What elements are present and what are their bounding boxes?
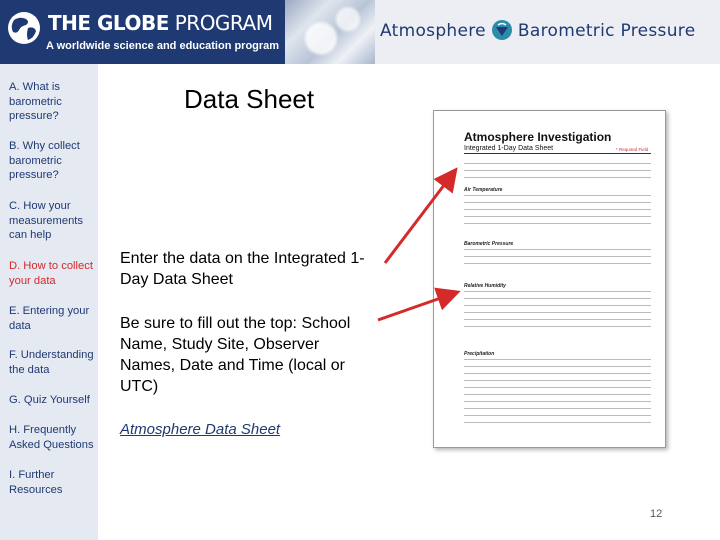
sidebar-item-why-collect[interactable]: B. Why collect barometric pressure? bbox=[9, 140, 80, 182]
globe-icon bbox=[6, 10, 42, 46]
section-title bbox=[380, 19, 695, 43]
logo-subtitle: A worldwide science and education program bbox=[46, 40, 280, 52]
sheet-title: Atmosphere Investigation bbox=[464, 130, 612, 144]
sheet-section-humidity: Relative Humidity bbox=[464, 283, 506, 289]
sidebar-item-resources[interactable]: I. Further Resources bbox=[9, 469, 63, 496]
sheet-humidity-fields bbox=[464, 291, 651, 333]
data-sheet-link[interactable]: Atmosphere Data Sheet bbox=[120, 421, 281, 438]
page-number: 12 bbox=[650, 508, 663, 520]
sidebar-nav bbox=[0, 64, 98, 540]
section-right: Barometric Pressure bbox=[517, 21, 696, 41]
section-left: Atmosphere bbox=[380, 21, 486, 41]
sheet-required-note: * Required Field bbox=[616, 147, 649, 152]
sheet-top-fields bbox=[464, 163, 651, 184]
sidebar-item-faq[interactable]: H. Frequently Asked Questions bbox=[9, 424, 94, 451]
globe-logo[interactable] bbox=[0, 0, 285, 64]
sidebar-item-entering-data[interactable]: E. Entering your data bbox=[9, 305, 90, 332]
cloud-image bbox=[285, 0, 375, 64]
data-sheet-thumbnail bbox=[433, 110, 666, 448]
instruction-paragraph-1: Enter the data on the Integrated 1-Day Data Sheet bbox=[120, 250, 365, 288]
sheet-precip-fields bbox=[464, 359, 651, 429]
sheet-section-barometric: Barometric Pressure bbox=[464, 241, 514, 247]
slide-title: Data Sheet bbox=[184, 84, 315, 114]
atmosphere-icon bbox=[491, 19, 513, 41]
sidebar-item-what-is[interactable]: A. What is barometric pressure? bbox=[9, 81, 62, 123]
sidebar-item-quiz[interactable]: G. Quiz Yourself bbox=[9, 394, 90, 406]
header-banner bbox=[0, 0, 720, 64]
instruction-paragraph-2: Be sure to fill out the top: School Name, Study Site, Observer Names, Date and Time (local or UTC) bbox=[120, 315, 351, 395]
sidebar-item-how-to-collect[interactable]: D. How to collect your data bbox=[9, 260, 93, 287]
sheet-divider bbox=[464, 153, 651, 154]
sheet-air-temp-fields bbox=[464, 195, 651, 230]
sidebar-item-understanding[interactable]: F. Understanding the data bbox=[9, 349, 94, 376]
sidebar-item-how-help[interactable]: C. How your measurements can help bbox=[9, 200, 83, 242]
sheet-subtitle: Integrated 1-Day Data Sheet bbox=[464, 145, 554, 152]
logo-title: THE GLOBE PROGRAM bbox=[48, 11, 273, 35]
sheet-section-air-temperature: Air Temperature bbox=[464, 187, 503, 193]
sheet-section-precipitation: Precipitation bbox=[464, 351, 495, 357]
sheet-baro-fields bbox=[464, 249, 651, 270]
